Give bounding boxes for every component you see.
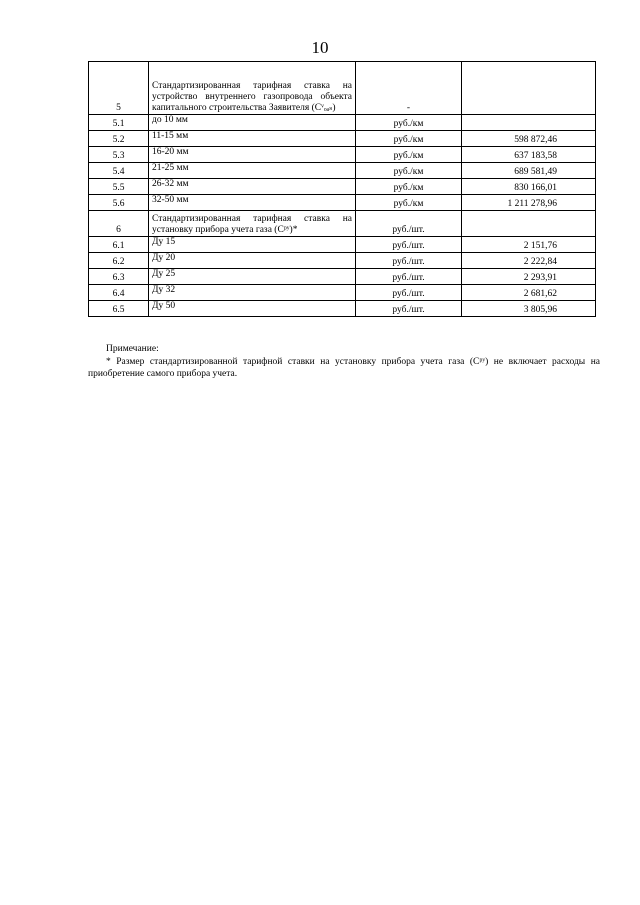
- row-value: 2 222,84: [462, 253, 596, 269]
- table-row: [89, 285, 596, 301]
- row-number: 6.3: [89, 269, 149, 285]
- row-unit: руб./км: [356, 179, 462, 195]
- table-row: [89, 237, 596, 253]
- section-unit: -: [356, 62, 462, 115]
- row-value: 1 211 278,96: [462, 195, 596, 211]
- row-unit: руб./км: [356, 163, 462, 179]
- page-number: 10: [311, 38, 329, 57]
- row-value: 2 293,91: [462, 269, 596, 285]
- row-name: Ду 15: [149, 237, 356, 253]
- note-title: Примечание:: [106, 344, 159, 354]
- row-value: 598 872,46: [462, 131, 596, 147]
- row-unit: руб./шт.: [356, 253, 462, 269]
- row-number: 5.3: [89, 147, 149, 163]
- row-number: 6.4: [89, 285, 149, 301]
- row-unit: руб./шт.: [356, 285, 462, 301]
- row-value: 2 681,62: [462, 285, 596, 301]
- table-row: [89, 115, 596, 131]
- row-unit: руб./шт.: [356, 237, 462, 253]
- row-number: 5.2: [89, 131, 149, 147]
- table-row: [89, 301, 596, 317]
- row-number: 6.2: [89, 253, 149, 269]
- row-number: 5.5: [89, 179, 149, 195]
- table-row: [89, 253, 596, 269]
- table-row: [89, 163, 596, 179]
- row-name: 16-20 мм: [149, 147, 356, 163]
- row-number: 5.4: [89, 163, 149, 179]
- note-text: * Размер стандартизированной тарифной ставки на установку прибора учета газа (Cᵖʸ) не включает расходы на приобретение самого прибора учета.: [88, 357, 600, 379]
- row-name: 26-32 мм: [149, 179, 356, 195]
- row-name: 21-25 мм: [149, 163, 356, 179]
- table-row: [89, 131, 596, 147]
- row-name: Ду 32: [149, 285, 356, 301]
- row-value: [462, 115, 596, 131]
- row-value: 637 183,58: [462, 147, 596, 163]
- table-row: [89, 179, 596, 195]
- row-unit: руб./км: [356, 131, 462, 147]
- tariff-table: [88, 61, 596, 317]
- row-value: 830 166,01: [462, 179, 596, 195]
- section-title: Стандартизированная тарифная ставка на устройство внутреннего газопровода объекта капитального строительства Заявителя (Cᵛₒₐₛ): [149, 62, 356, 115]
- section-unit: руб./шт.: [356, 211, 462, 237]
- row-name: 32-50 мм: [149, 195, 356, 211]
- row-name: Ду 50: [149, 301, 356, 317]
- row-number: 5.1: [89, 115, 149, 131]
- section-number: 6: [89, 211, 149, 237]
- row-value: 3 805,96: [462, 301, 596, 317]
- section-title: Стандартизированная тарифная ставка на установку прибора учета газа (Cᵖʸ)*: [149, 211, 356, 237]
- row-name: до 10 мм: [149, 115, 356, 131]
- section-value: [462, 211, 596, 237]
- table-row: [89, 269, 596, 285]
- section-number: 5: [89, 62, 149, 115]
- row-unit: руб./км: [356, 195, 462, 211]
- row-unit: руб./км: [356, 147, 462, 163]
- row-unit: руб./шт.: [356, 301, 462, 317]
- section-header-row: [89, 211, 596, 237]
- section-header-row: [89, 62, 596, 115]
- row-name: Ду 25: [149, 269, 356, 285]
- row-name: 11-15 мм: [149, 131, 356, 147]
- row-number: 6.1: [89, 237, 149, 253]
- row-number: 6.5: [89, 301, 149, 317]
- row-name: Ду 20: [149, 253, 356, 269]
- row-number: 5.6: [89, 195, 149, 211]
- table-row: [89, 195, 596, 211]
- section-value: [462, 62, 596, 115]
- table-row: [89, 147, 596, 163]
- tariff-table-body: [89, 62, 596, 317]
- row-unit: руб./км: [356, 115, 462, 131]
- row-unit: руб./шт.: [356, 269, 462, 285]
- row-value: 2 151,76: [462, 237, 596, 253]
- row-value: 689 581,49: [462, 163, 596, 179]
